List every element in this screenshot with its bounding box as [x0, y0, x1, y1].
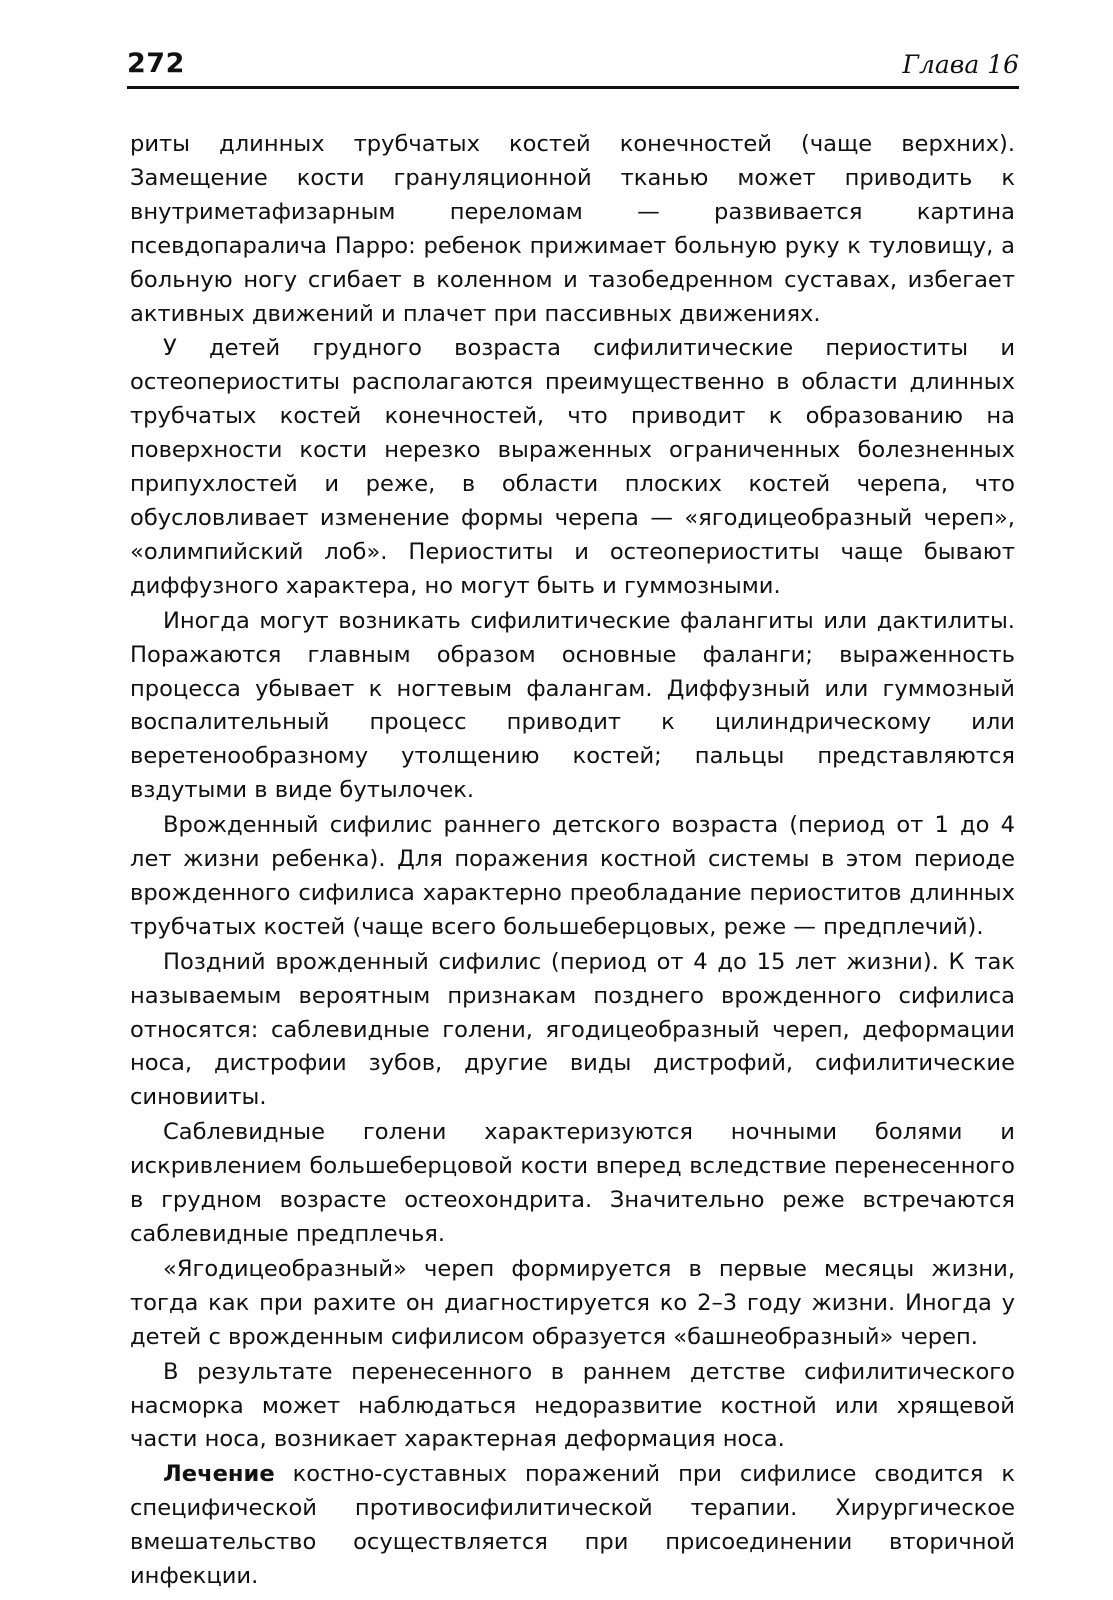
body-text [130, 128, 1015, 1595]
paragraph: Иногда могут возникать сифилитические фалангиты или дактилиты. Поражаются главным образом основные фаланги; выраженность процесса убывает к ногтевым фалангам. Диффузный или гуммозный воспалительный процесс приводит к цилиндрическому или веретенообразному утолщению костей; пальцы представляются вздутыми в виде бутылочек. [130, 607, 1015, 804]
paragraph: У детей грудного возраста сифилитические периоститы и остеопериоститы располагаются преимущественно в области длинных трубчатых костей конечностей, что приводит к образованию на поверхности кости нерезко выраженных ограниченных болезненных припухлостей и реже, в области плоских костей черепа, что обусловливает изменение формы черепа — «ягодицеобразный череп», «олимпийский лоб». Периоститы и остеопериоститы чаще бывают диффузного характера, но могут быть и гуммозными. [130, 335, 1015, 599]
chapter-title: Глава 16 [902, 50, 1019, 79]
paragraph: «Ягодицеобразный» череп формируется в первые месяцы жизни, тогда как при рахите он диагностируется ко 2–3 году жизни. Иногда у детей с врожденным сифилисом образуется «башнеобразный» череп. [130, 1255, 1015, 1350]
running-header [127, 48, 1019, 88]
header-rule [127, 86, 1019, 89]
lead-term: Лечение [163, 1461, 275, 1488]
page-number: 272 [127, 48, 185, 79]
paragraph: Саблевидные голени характеризуются ночными болями и искривлением большеберцовой кости вперед вследствие перенесенного в грудном возрасте остеохондрита. Значительно реже встречаются саблевидные предплечья. [130, 1119, 1015, 1247]
paragraph-text: костно-суставных поражений при сифилисе сводится к специфической противосифилитической терапии. Хирургическое вмешательство осуществляется при присоединении вторичной инфекции. [130, 1461, 1015, 1590]
paragraph: Врожденный сифилис раннего детского возраста (период от 1 до 4 лет жизни ребенка). Для поражения костной системы в этом периоде врожденного сифилиса характерно преобладание периоститов длинных трубчатых костей (чаще всего большеберцовых, реже — предплечий). [130, 812, 1015, 940]
paragraph-continued: риты длинных трубчатых костей конечностей (чаще верхних). Замещение кости грануляционной тканью может приводить к внутриметафизарным переломам — развивается картина псевдопаралича Парро: ребенок прижимает больную руку к туловищу, а больную ногу сгибает в коленном и тазобедренном суставах, избегает активных движений и плачет при пассивных движениях. [130, 131, 1015, 327]
paragraph: Поздний врожденный сифилис (период от 4 до 15 лет жизни). К так называемым вероятным признакам позднего врожденного сифилиса относятся: саблевидные голени, ягодицеобразный череп, деформации носа, дистрофии зубов, другие виды дистрофий, сифилитические синовииты. [130, 948, 1015, 1111]
paragraph-treatment [130, 1458, 1015, 1594]
paragraph: В результате перенесенного в раннем детстве сифилитического насморка может наблюдаться недоразвитие костной или хрящевой части носа, возникает характерная деформация носа. [130, 1358, 1015, 1453]
